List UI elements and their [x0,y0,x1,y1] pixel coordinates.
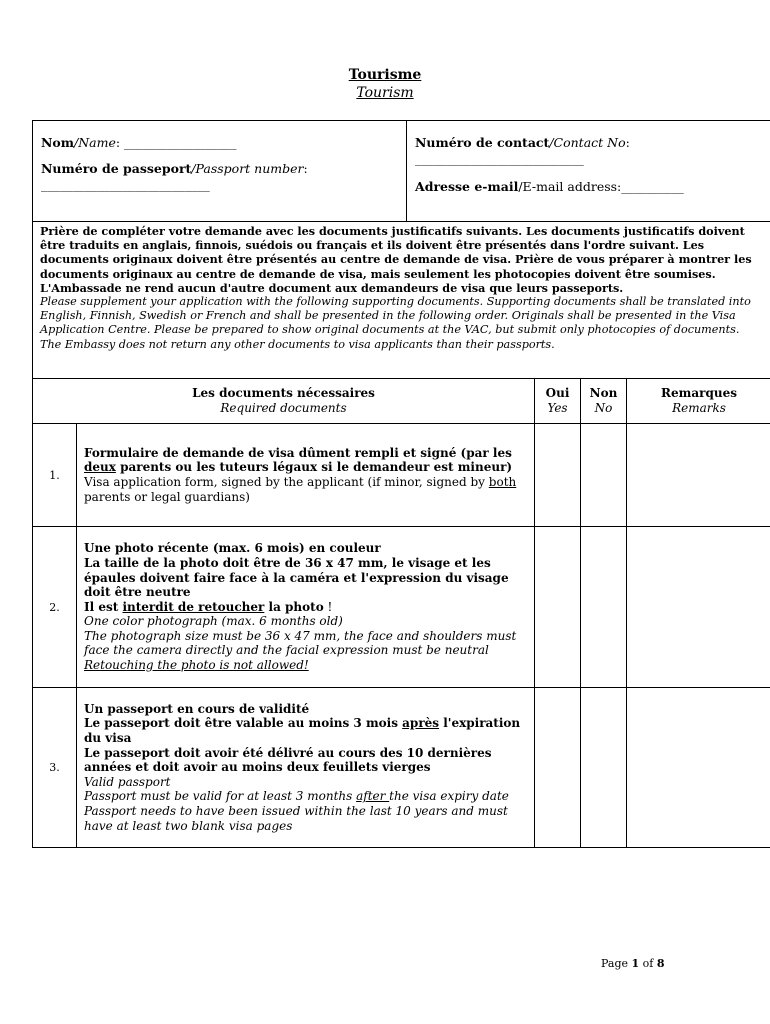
email-field[interactable]: Adresse e-mail/E-mail address:__________ [415,179,684,194]
row-description: Formulaire de demande de visa dûment rempli et signé (par les deux parents ou les tuteurs légaux si le demandeur est mineur) Visa application form, signed by the applicant (if minor, signed by both parents or legal guardians) [77,424,535,527]
documents-table [32,378,770,848]
no-checkbox-cell[interactable] [581,527,627,688]
header-remarks: Remarques Remarks [627,379,770,424]
document-title [0,66,770,102]
table-header [33,379,770,424]
no-checkbox-cell[interactable] [581,424,627,527]
row-number: 1. [33,424,77,527]
instructions-section [32,221,770,379]
title-english: Tourism [356,85,414,101]
remarks-cell[interactable] [627,688,770,848]
header-documents: Les documents nécessaires Required documents [33,379,535,424]
contact-number-field[interactable]: ___________________________ [415,151,584,166]
instructions-english: Please supplement your application with the following supporting documents. Supporting documents shall be translated into English, Finnish, Swedish or French and shall be presented in the following order. Originals shall be presented in the Visa Application Centre. Please be prepared to show original documents at the VAC, but submit only photocopies of documents. The Embassy does not return any other documents to visa applicants than their passports. [40,295,751,351]
row-number: 3. [33,688,77,848]
no-checkbox-cell[interactable] [581,688,627,848]
passport-number-field[interactable]: ___________________________ [41,177,210,192]
table-row [33,688,770,848]
page-number: Page 1 of 8 [601,957,665,970]
header-no: Non No [581,379,627,424]
table-row [33,424,770,527]
yes-checkbox-cell[interactable] [535,424,581,527]
yes-checkbox-cell[interactable] [535,688,581,848]
passport-number-label: Numéro de passeport/Passport number: [41,161,308,176]
row-description: Un passeport en cours de validité Le passeport doit être valable au moins 3 mois après l'expiration du visa Le passeport doit avoir été délivré au cours des 10 dernières années et doit avoir au moins deux feuillets vierges Valid passport Passport must be valid for at least 3 months after the visa expiry date Passport needs to have been issued within the last 10 years and must have at least two blank visa pages [77,688,535,848]
remarks-cell[interactable] [627,424,770,527]
instructions-french: Prière de compléter votre demande avec les documents justificatifs suivants. Les documents justificatifs doivent être traduits en anglais, finnois, suédois ou français et ils doivent être présentés dans l'ordre suivant. Les documents originaux doivent être présentés au centre de demande de visa. Prière de vous préparer à montrer les documents originaux au centre de demande de visa, mais seulement les photocopies doivent être soumises. L'Ambassade ne rend aucun d'autre document aux demandeurs de visa que leurs passeports. [40,224,752,295]
header-yes: Oui Yes [535,379,581,424]
row-number: 2. [33,527,77,688]
row-description: Une photo récente (max. 6 mois) en couleur La taille de la photo doit être de 36 x 47 mm, le visage et les épaules doivent faire face à la caméra et l'expression du visage doit être neutre Il est interdit de retoucher la photo ! One color photograph (max. 6 months old) The photograph size must be 36 x 47 mm, the face and shoulders must face the camera directly and the facial expression must be neutral Retouching the photo is not allowed! [77,527,535,688]
title-french: Tourisme [348,67,422,83]
contact-number-label: Numéro de contact/Contact No: [415,135,630,150]
table-row [33,527,770,688]
contact-right-column [407,121,770,221]
contact-left-column [33,121,407,221]
contact-section [32,120,770,222]
yes-checkbox-cell[interactable] [535,527,581,688]
name-field[interactable]: Nom/Name: __________________ [41,135,237,150]
remarks-cell[interactable] [627,527,770,688]
